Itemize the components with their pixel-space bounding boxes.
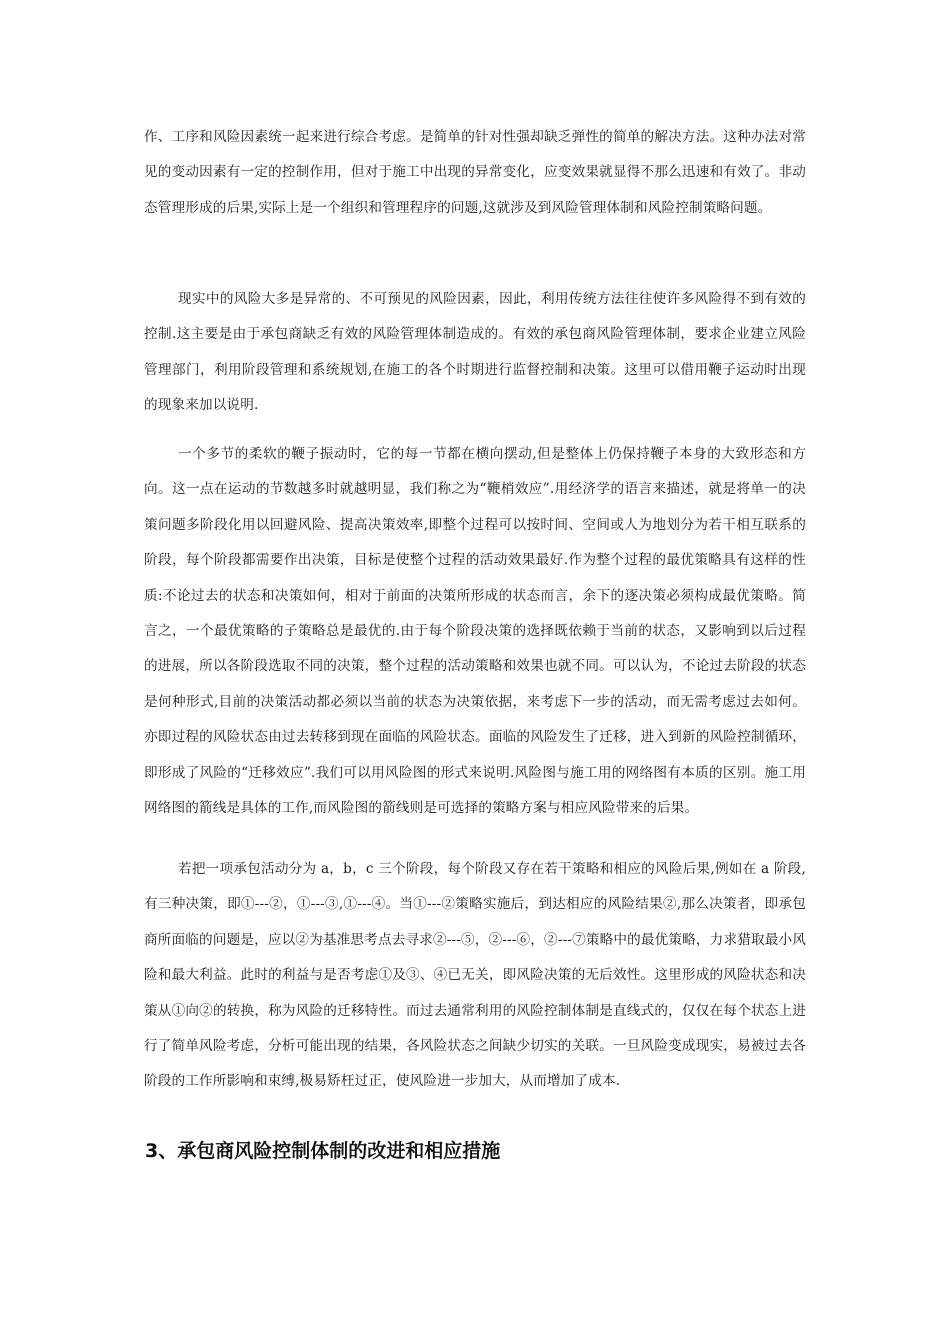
paragraph-1: 作、工序和风险因素统一起来进行综合考虑。是简单的针对性强却缺乏弹性的简单的解决方法。这种办法对常见的变动因素有一定的控制作用，但对于施工中出现的异常变化，应变效果就显得不那么迅速和有效了。非动态管理形成的后果,实际上是一个组织和管理程序的问题,这就涉及到风险管理体制和风险控制策略问题。 <box>144 129 806 216</box>
paragraph-3: 一个多节的柔软的鞭子振动时，它的每一节都在横向摆动,但是整体上仍保持鞭子本身的大致形态和方向。这一点在运动的节数越多时就越明显，我们称之为“鞭梢效应”.用经济学的语言来描述，就是将单一的决策问题多阶段化用以回避风险、提高决策效率,即整个过程可以按时间、空间或人为地划分为若干相互联系的阶段，每个阶段都需要作出决策，目标是使整个过程的活动效果最好.作为整个过程的最优策略具有这样的性质:不论过去的状态和决策如何，相对于前面的决策所形成的状态而言，余下的逐决策必须构成最优策略。简言之，一个最优策略的子策略总是最优的.由于每个阶段决策的选择既依赖于当前的状态，又影响到以后过程的进展，所以各阶段选取不同的决策，整个过程的活动策略和效果也就不同。可以认为，不论过去阶段的状态是何种形式,目前的决策活动都必须以当前的状态为决策依据，来考虑下一步的活动，而无需考虑过去如何。亦即过程的风险状态由过去转移到现在面临的风险状态。面临的风险发生了迁移，进入到新的风险控制循环，即形成了风险的“迁移效应”.我们可以用风险图的形式来说明.风险图与施工用的网络图有本质的区别。施工用网络图的箭线是具体的工作,而风险图的箭线则是可选择的策略方案与相应风险带来的后果。 <box>144 446 806 817</box>
section-heading: 3、承包商风险控制体制的改进和相应措施 <box>145 1140 501 1162</box>
paragraph-4: 若把一项承包活动分为 a，b，c 三个阶段，每个阶段又存在若干策略和相应的风险后果,例如在 a 阶段,有三种决策，即①---②，①---③,①---④。当①---②策略实施后，到达相应的风险结果②,那么决策者，即承包商所面临的问题是，应以②为基准思考点去寻求②---⑤，②---⑥，②---⑦策略中的最优策略，力求猎取最小风险和最大利益。此时的利益与是否考虑①及③、④已无关，即风险决策的无后效性。这里形成的风险状态和决策从①向②的转换，称为风险的迁移特性。而过去通常利用的风险控制体制是直线式的，仅仅在每个状态上进行了简单风险考虑，分析可能出现的结果，各风险状态之间缺少切实的关联。一旦风险变成现实，易被过去各阶段的工作所影响和束缚,极易矫枉过正，使风险进一步加大，从而增加了成本. <box>144 861 806 1090</box>
paragraph-2: 现实中的风险大多是异常的、不可预见的风险因素，因此，利用传统方法往往使许多风险得不到有效的控制.这主要是由于承包商缺乏有效的风险管理体制造成的。有效的承包商风险管理体制，要求企业建立风险管理部门，利用阶段管理和系统规划,在施工的各个时期进行监督控制和决策。这里可以借用鞭子运动时出现的现象来加以说明. <box>144 291 806 414</box>
